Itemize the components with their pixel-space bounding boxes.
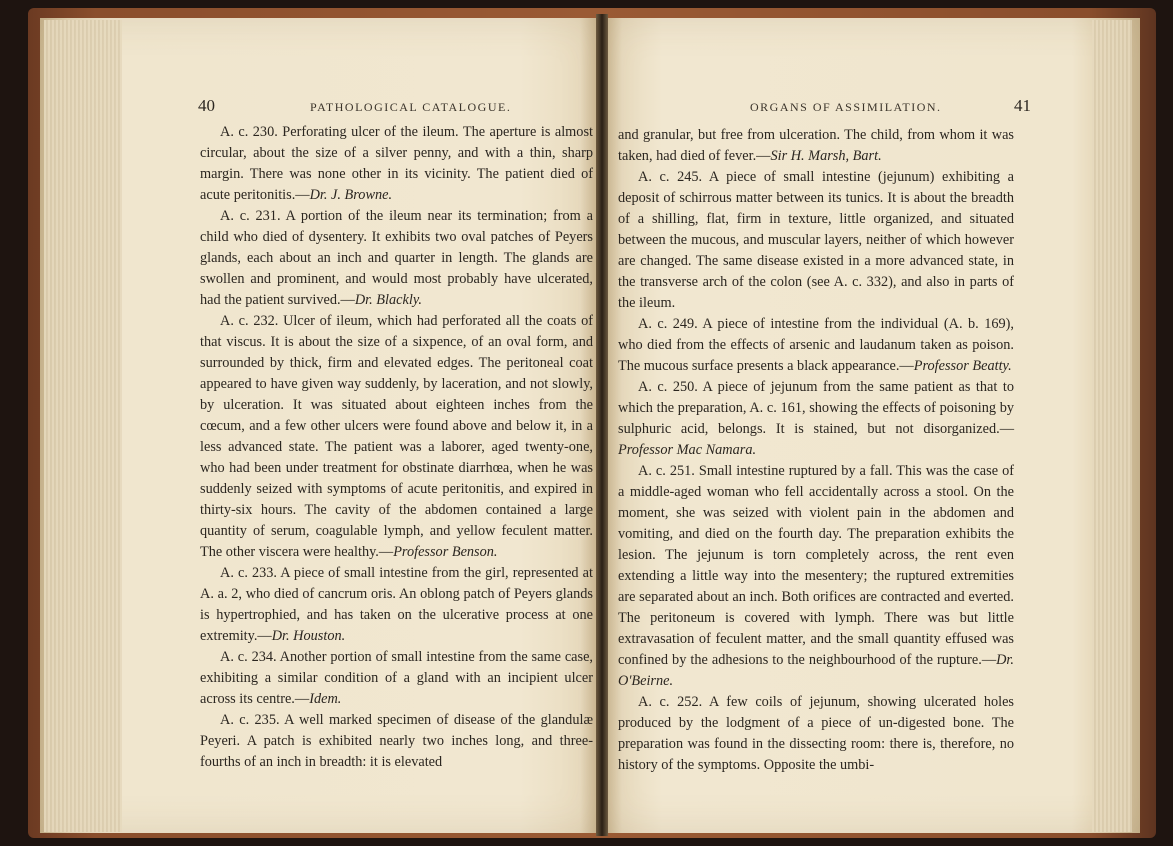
paragraph (618, 167, 1014, 314)
running-head: ORGANS OF ASSIMILATION. (750, 100, 942, 114)
paragraph-text: A. c. 250. A piece of jejunum from the same patient as that to which the preparation, A. c. 161, showing the effects of poisoning by sulphuric acid, belongs. It is stained, but not disorganized.— (618, 379, 1014, 437)
page-edges (1092, 20, 1132, 832)
left-page (40, 18, 600, 833)
paragraph (618, 125, 1014, 167)
paragraph-text: A. c. 231. A portion of the ileum near its termination; from a child who died of dysentery. It exhibits two oval patches of Peyers glands, each about an inch and quarter in length. The glands are swollen and prominent, and would most probably have ulcerated, had the patient survived.— (200, 208, 593, 308)
attribution: Sir H. Marsh, Bart. (770, 148, 882, 164)
paragraph-text: A. c. 235. A well marked specimen of disease of the glandulæ Peyeri. A patch is exhibited nearly two inches long, and three-fourths of an inch in breadth: it is elevated (200, 712, 593, 770)
paragraph (618, 461, 1014, 692)
paragraph-text: and granular, but free from ulceration. The child, from whom it was taken, had died of fever.— (618, 127, 1014, 164)
paragraph (618, 314, 1014, 377)
attribution: Idem. (309, 691, 342, 707)
page-number: 41 (1014, 96, 1031, 115)
running-head: PATHOLOGICAL CATALOGUE. (310, 100, 512, 114)
paragraph-text: A. c. 251. Small intestine ruptured by a fall. This was the case of a middle-aged woman who fell accidentally across a stool. On the moment, she was seized with violent pain in the abdomen and vomiting, and died on the fourth day. The preparation exhibits the lesion. The jejunum is torn completely across, the rent even extending a little way into the mesentery; the ruptured extremities are separated about an inch. Both orifices are contracted and everted. The peritoneum is covered with lymph. There was but little extravasation of feculent matter, and the small quantity effused was confined by the adhesions to the neighbourhood of the rupture.— (618, 463, 1014, 668)
paragraph (200, 311, 593, 563)
paragraph-text: A. c. 234. Another portion of small intestine from the same case, exhibiting a similar condition of a gland with an incipient ulcer across its centre.— (200, 649, 593, 707)
attribution: Dr. Blackly. (354, 292, 422, 308)
page-number: 40 (198, 96, 215, 115)
paragraph-text: A. c. 252. A few coils of jejunum, showing ulcerated holes produced by the lodgment of a piece of un-digested bone. The preparation was found in the dissecting room: there is, therefore, no history of the symptoms. Opposite the umbi- (618, 694, 1014, 773)
page-text (618, 125, 1014, 776)
attribution: Dr. J. Browne. (309, 187, 393, 203)
paragraph (618, 377, 1014, 461)
book-gutter (596, 14, 608, 836)
paragraph (200, 647, 593, 710)
paragraph-text: A. c. 245. A piece of small intestine (jejunum) exhibiting a deposit of schirrous matter between its tunics. It is about the breadth of a shilling, flat, firm in texture, little organized, and situated between the mucous, and muscular layers, neither of which however are changed. The same disease existed in a more advanced state, in the transverse arch of the colon (see A. c. 332), and also in parts of the ileum. (618, 169, 1014, 311)
page-text (200, 122, 593, 773)
paragraph (200, 710, 593, 773)
paragraph-text: A. c. 232. Ulcer of ileum, which had perforated all the coats of that viscus. It is about the size of a sixpence, of an oval form, and surrounded by thick, firm and elevated edges. The peritoneal coat appeared to have given way suddenly, by laceration, and not slowly, by ulceration. It was situated about eighteen inches from the cœcum, and a few other ulcers were found above and below it, in a less advanced state. The patient was a laborer, aged twenty-one, who had been under treatment for obstinate diarrhœa, when he was suddenly seized with symptoms of acute peritonitis, and expired in thirty-six hours. The cavity of the abdomen contained a large quantity of serum, coagulable lymph, and yellow feculent matter. The other viscera were healthy.— (200, 313, 593, 560)
attribution: Dr. O'Beirne. (618, 652, 1014, 689)
paragraph-text: A. c. 230. Perforating ulcer of the ileum. The aperture is almost circular, about the size of a silver penny, and with a thin, sharp margin. There was none other in its vicinity. The patient died of acute peritonitis.— (200, 124, 593, 203)
paragraph (200, 206, 593, 311)
attribution: Professor Mac Namara. (618, 442, 757, 458)
paragraph (200, 122, 593, 206)
attribution: Professor Benson. (393, 544, 498, 560)
page-edges (44, 20, 122, 832)
paragraph (618, 692, 1014, 776)
right-page (602, 18, 1140, 833)
paragraph-text: A. c. 233. A piece of small intestine from the girl, represented at A. a. 2, who died of cancrum oris. An oblong patch of Peyers glands is hypertrophied, and has taken on the ulcerative process at one extremity.— (200, 565, 593, 644)
attribution: Dr. Houston. (271, 628, 346, 644)
attribution: Professor Beatty. (913, 358, 1012, 374)
paragraph-text: A. c. 249. A piece of intestine from the individual (A. b. 169), who died from the effects of arsenic and laudanum taken as poison. The mucous surface presents a black appearance.— (618, 316, 1014, 374)
paragraph (200, 563, 593, 647)
